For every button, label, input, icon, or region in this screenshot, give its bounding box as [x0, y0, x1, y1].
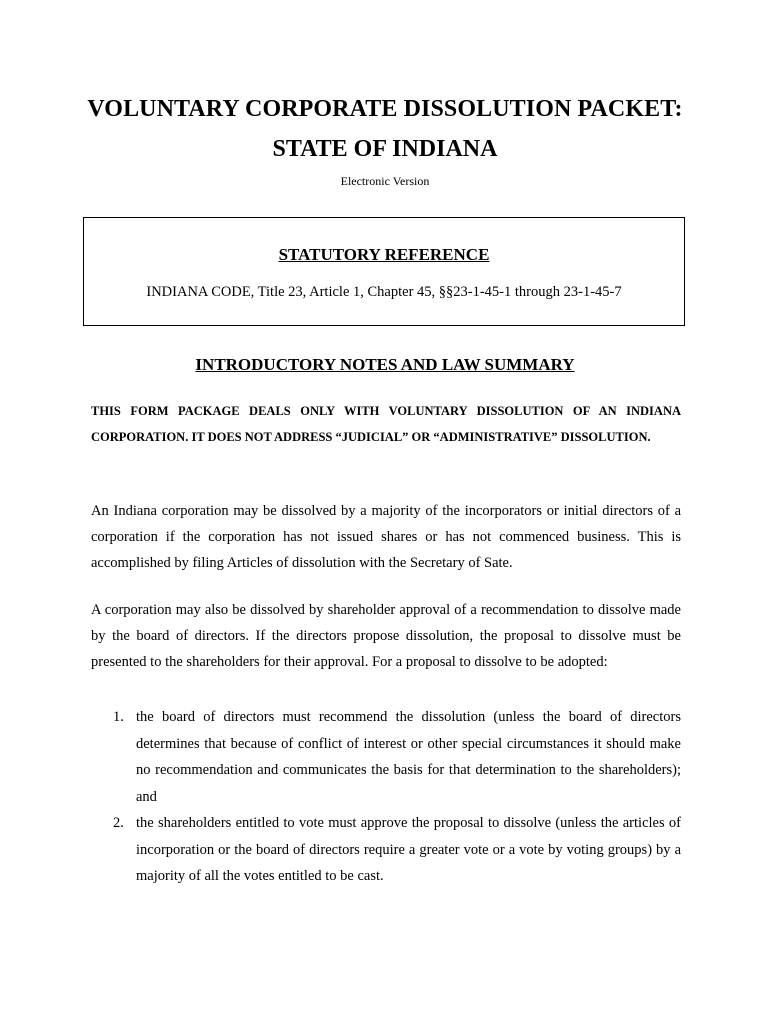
list-item	[91, 704, 681, 810]
paragraph-shareholder-approval: A corporation may also be dissolved by shareholder approval of a recommendation to dissolve made by the board of directors. If the directors propose dissolution, the proposal to dissolve must be presented to the shareholders for their approval. For a proposal to dissolve to be adopted:	[91, 602, 681, 670]
adoption-requirements-list	[91, 704, 681, 890]
list-item-number: 1.	[113, 709, 124, 725]
paragraph-incorporators: An Indiana corporation may be dissolved by a majority of the incorporators or initial directors of a corporation if the corporation has not issued shares or has not commenced business. This is accomplished by filing Articles of dissolution with the Secretary of Sate.	[91, 503, 681, 571]
document-title-line1: VOLUNTARY CORPORATE DISSOLUTION PACKET:	[87, 96, 683, 122]
list-item-number: 2.	[113, 815, 124, 831]
scope-notice: THIS FORM PACKAGE DEALS ONLY WITH VOLUNTARY DISSOLUTION OF AN INDIANA CORPORATION. IT DOES NOT ADDRESS “JUDICIAL” OR “ADMINISTRATIVE” DISSOLUTION.	[91, 404, 681, 444]
document-title-line2: STATE OF INDIANA	[272, 136, 498, 162]
statutory-reference-heading: STATUTORY REFERENCE	[278, 245, 490, 264]
list-item-text: the board of directors must recommend the dissolution (unless the board of directors determines that because of conflict of interest or other special circumstances it should make no recommendation and communicates the basis for that determination to the shareholders); and	[136, 709, 681, 805]
list-item	[91, 810, 681, 890]
statutory-reference-text: INDIANA CODE, Title 23, Article 1, Chapter 45, §§23-1-45-1 through 23-1-45-7	[146, 284, 622, 300]
intro-heading: INTRODUCTORY NOTES AND LAW SUMMARY	[195, 355, 575, 374]
document-subtitle: Electronic Version	[340, 174, 430, 188]
statutory-reference-box	[83, 217, 685, 326]
list-item-text: the shareholders entitled to vote must approve the proposal to dissolve (unless the articles of incorporation or the board of directors require a greater vote or a vote by voting groups) by a majority of all the votes entitled to be cast.	[136, 815, 681, 884]
